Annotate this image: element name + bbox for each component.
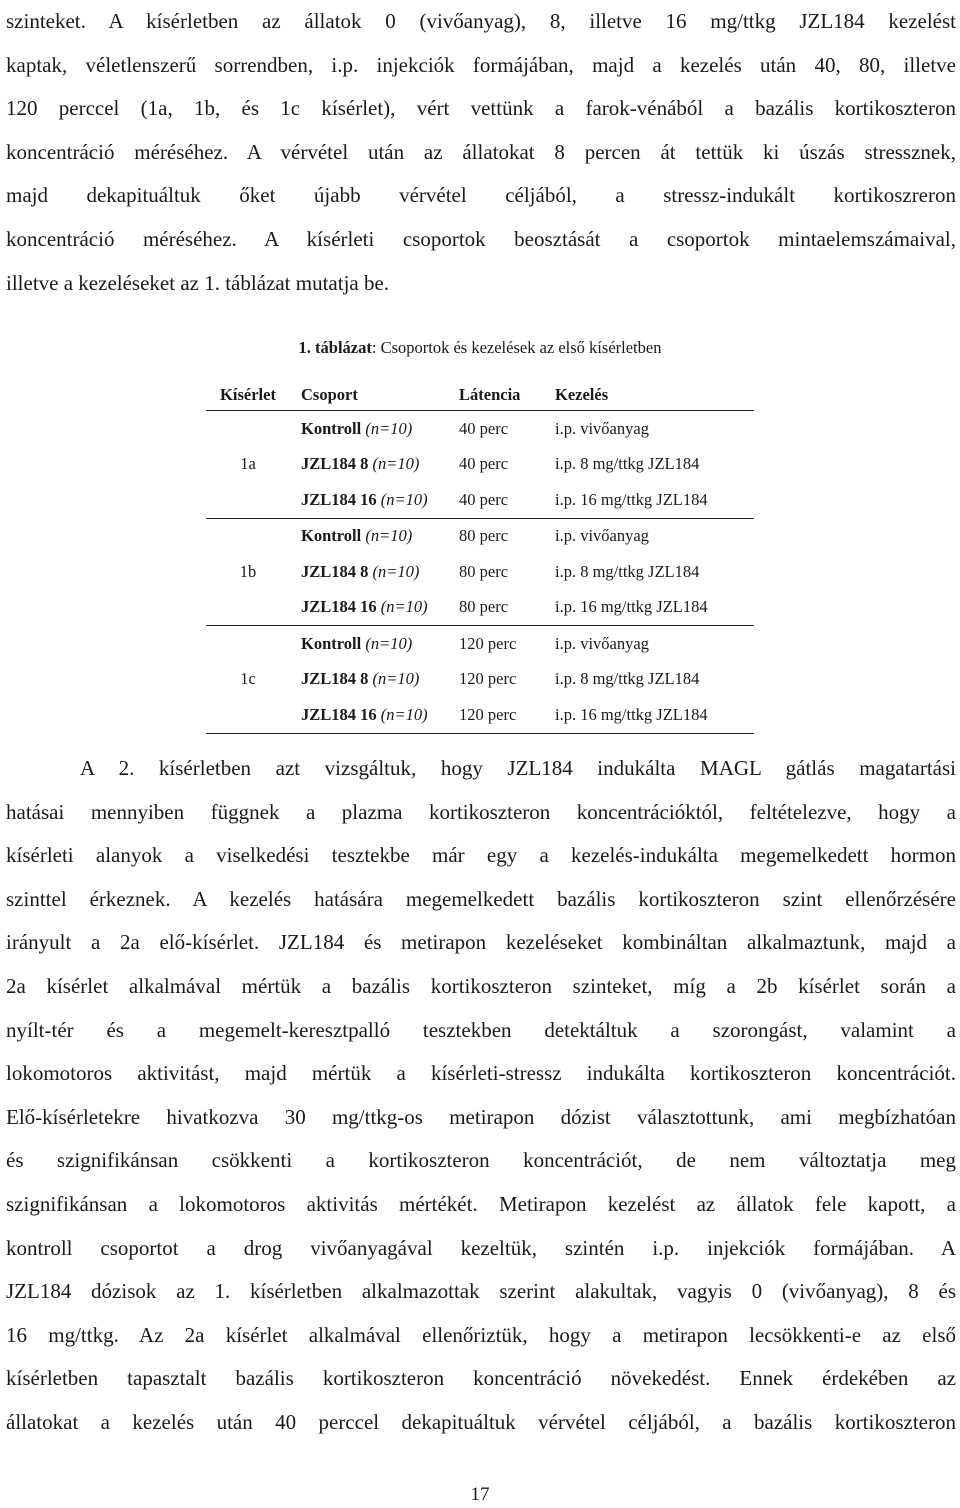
treatment-cell: i.p. 8 mg/ttkg JZL184 <box>555 669 700 689</box>
latency-cell: 120 perc <box>459 633 517 653</box>
text-line: 16 mg/ttkg. Az 2a kísérlet alkalmával ellenőriztük, hogy a metirapon lecsökkenti-e az első <box>6 1322 956 1347</box>
text-line: állatokat a kezelés után 40 perccel dekapituáltuk vérvétel céljából, a bazális kortikoszteron <box>6 1409 956 1434</box>
text-line: kísérleti alanyok a viselkedési tesztekbe már egy a kezelés-indukálta megemelkedett hormon <box>6 843 956 868</box>
paragraph-2 <box>6 747 956 1445</box>
group-cell <box>290 697 459 733</box>
text-line: nyílt-tér és a megemelt-keresztpalló tesztekben detektáltuk a szorongást, valamint a <box>6 1017 956 1042</box>
text-line: szinteket. A kísérletben az állatok 0 (vivőanyag), 8, illetve 16 mg/ttkg JZL184 kezelést <box>6 9 956 33</box>
group-cell <box>290 626 459 662</box>
text-line: JZL184 dózisok az 1. kísérletben alkalmazottak szerint alakultak, vagyis 0 (vivőanyag), 8 és <box>6 1279 956 1304</box>
text-line: kísérletben tapasztalt bazális kortikoszteron koncentráció növekedést. Ennek érdekében az <box>6 1366 956 1391</box>
group-n: (n=10) <box>365 633 413 653</box>
group-name: JZL184 16 <box>301 704 377 724</box>
table-row <box>206 411 754 447</box>
table-caption-label: 1. táblázat <box>298 338 372 357</box>
group-n: (n=10) <box>372 454 420 474</box>
group-cell <box>290 447 459 483</box>
text-line: kaptak, véletlenszerű sorrendben, i.p. injekciók formájában, majd a kezelés után 40, 80, illetve <box>6 52 956 77</box>
group-n: (n=10) <box>380 704 428 724</box>
group-n: (n=10) <box>372 669 420 689</box>
header-experiment: Kísérlet <box>206 380 290 411</box>
groups-table <box>206 380 754 734</box>
header-group: Csoport <box>290 380 459 411</box>
treatment-cell: i.p. 16 mg/ttkg JZL184 <box>555 482 754 518</box>
group-name: JZL184 8 <box>301 454 369 474</box>
latency-cell: 40 perc <box>459 454 509 474</box>
text-line: szignifikánsan a lokomotoros aktivitás mértékét. Metirapon kezelést az állatok fele kapott, a <box>6 1191 956 1216</box>
group-cell <box>290 662 459 698</box>
latency-cell: 120 perc <box>459 697 555 733</box>
latency-cell: 40 perc <box>459 482 555 518</box>
group-name: Kontroll <box>301 526 362 546</box>
text-line: lokomotoros aktivitást, majd mértük a kísérleti-stressz indukálta kortikoszteron koncentrációt. <box>6 1061 956 1086</box>
group-n: (n=10) <box>380 597 428 617</box>
text-line: A 2. kísérletben azt vizsgáltuk, hogy JZL184 indukálta MAGL gátlás magatartási <box>80 756 956 780</box>
group-name: Kontroll <box>301 418 362 438</box>
treatment-cell: i.p. 8 mg/ttkg JZL184 <box>555 454 700 474</box>
latency-cell: 40 perc <box>459 418 509 438</box>
group-name: JZL184 16 <box>301 489 377 509</box>
group-n: (n=10) <box>372 561 420 581</box>
text-line: majd dekapituáltuk őket újabb vérvétel céljából, a stressz-indukált kortikoszreron <box>6 183 956 208</box>
table-row <box>206 626 754 662</box>
table-caption <box>0 338 960 358</box>
text-line: 120 perccel (1a, 1b, és 1c kísérlet), vért vettünk a farok-vénából a bazális kortikoszteron <box>6 96 956 121</box>
latency-cell: 120 perc <box>459 669 517 689</box>
group-cell <box>290 411 459 447</box>
treatment-cell: i.p. vivőanyag <box>555 418 649 438</box>
text-line: és szignifikánsan csökkenti a kortikoszteron koncentrációt, de nem változtatja meg <box>6 1148 956 1173</box>
text-line: kontroll csoportot a drog vivőanyagával kezeltük, szintén i.p. injekciók formájában. A <box>6 1235 956 1260</box>
table-caption-text: : Csoportok és kezelések az első kísérletben <box>371 338 662 357</box>
text-line: 2a kísérlet alkalmával mértük a bazális kortikoszteron szinteket, míg a 2b kísérlet során a <box>6 973 956 998</box>
text-line: irányult a 2a elő-kísérlet. JZL184 és metirapon kezeléseket kombináltan alkalmaztunk, majd a <box>6 930 956 955</box>
text-line: Elő-kísérletekre hivatkozva 30 mg/ttkg-os metirapon dózist választottunk, ami megbízhatóan <box>6 1104 956 1129</box>
group-name: JZL184 8 <box>301 561 369 581</box>
header-latency: Látencia <box>459 380 555 411</box>
text-line: koncentráció méréséhez. A kísérleti csoportok beosztását a csoportok mintaelemszámaival, <box>6 226 956 251</box>
experiment-cell: 1a <box>206 411 290 519</box>
latency-cell: 80 perc <box>459 590 555 626</box>
group-n: (n=10) <box>365 526 413 546</box>
header-treatment: Kezelés <box>555 380 754 411</box>
text-line: hatásai mennyiben függnek a plazma kortikoszteron koncentrációktól, feltételezve, hogy a <box>6 799 956 824</box>
group-cell <box>290 482 459 518</box>
treatment-cell: i.p. 16 mg/ttkg JZL184 <box>555 697 754 733</box>
treatment-cell: i.p. 16 mg/ttkg JZL184 <box>555 590 754 626</box>
group-name: Kontroll <box>301 633 362 653</box>
group-cell <box>290 518 459 554</box>
text-line: szinttel érkeznek. A kezelés hatására megemelkedett bazális kortikoszteron szint ellenőrzésére <box>6 886 956 911</box>
latency-cell: 80 perc <box>459 561 509 581</box>
text-line: illetve a kezeléseket az 1. táblázat mutatja be. <box>6 270 390 295</box>
group-name: JZL184 16 <box>301 597 377 617</box>
table-row <box>206 518 754 554</box>
paragraph-1 <box>6 0 956 305</box>
group-cell <box>290 554 459 590</box>
group-n: (n=10) <box>365 418 413 438</box>
text-line: koncentráció méréséhez. A vérvétel után az állatokat 8 percen át tettük ki úszás stressznek, <box>6 139 956 164</box>
experiment-cell: 1c <box>206 626 290 734</box>
group-cell <box>290 590 459 626</box>
experiment-cell: 1b <box>206 518 290 626</box>
group-name: JZL184 8 <box>301 669 369 689</box>
treatment-cell: i.p. vivőanyag <box>555 526 649 546</box>
latency-cell: 80 perc <box>459 526 509 546</box>
treatment-cell: i.p. vivőanyag <box>555 633 649 653</box>
page-number: 17 <box>470 1484 490 1505</box>
table-header-row <box>206 380 754 411</box>
group-n: (n=10) <box>380 489 428 509</box>
treatment-cell: i.p. 8 mg/ttkg JZL184 <box>555 561 700 581</box>
